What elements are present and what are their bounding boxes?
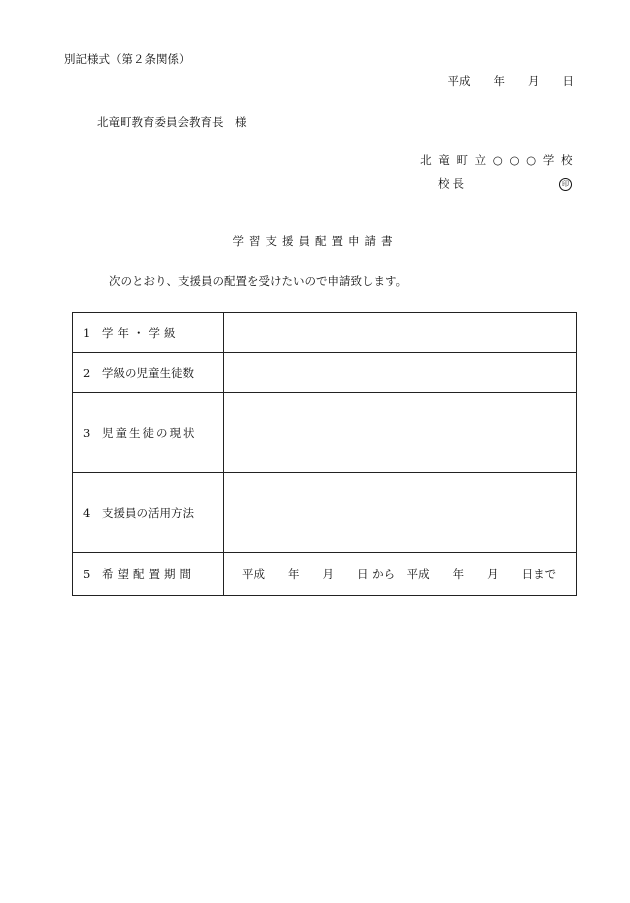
row-number: 3 xyxy=(83,425,91,440)
row-label-text: 希望配置期間 xyxy=(102,567,195,581)
row-label-text: 学級の児童生徒数 xyxy=(102,365,194,380)
row-number: 4 xyxy=(83,505,91,520)
principal-line xyxy=(438,178,572,191)
addressee: 北竜町教育委員会教育長 様 xyxy=(97,115,247,129)
student-status-field[interactable] xyxy=(224,393,577,473)
application-date: 平成 年 月 日 xyxy=(447,74,574,88)
document-title: 学習支援員配置申請書 xyxy=(232,234,398,248)
table-row xyxy=(73,473,577,553)
principal-title: 校長 xyxy=(438,176,467,191)
desired-period-field[interactable]: 平成 年 月 日 から 平成 年 月 日まで xyxy=(224,553,577,596)
row-label xyxy=(73,353,224,393)
row-label xyxy=(73,313,224,353)
table-row xyxy=(73,353,577,393)
row-number: 5 xyxy=(83,567,91,581)
row-label xyxy=(73,473,224,553)
row-label xyxy=(73,553,224,596)
row-label xyxy=(73,393,224,473)
row-label-text: 児童生徒の現状 xyxy=(102,425,197,440)
form-label: 別記様式（第２条関係） xyxy=(64,52,191,66)
grade-class-field[interactable] xyxy=(224,313,577,353)
support-usage-field[interactable] xyxy=(224,473,577,553)
student-count-field[interactable] xyxy=(224,353,577,393)
row-number: 1 xyxy=(83,325,91,340)
school-name: 北 竜 町 立 ○ ○ ○ 学 校 xyxy=(420,153,574,167)
table-row xyxy=(73,393,577,473)
table-row xyxy=(73,313,577,353)
application-table xyxy=(72,312,577,596)
seal-icon: 印 xyxy=(559,178,572,191)
intro-text: 次のとおり、支援員の配置を受けたいので申請致します。 xyxy=(109,274,408,288)
row-label-text: 学年・学級 xyxy=(102,325,180,340)
table-row xyxy=(73,553,577,596)
row-number: 2 xyxy=(83,365,91,380)
row-label-text: 支援員の活用方法 xyxy=(102,505,194,520)
